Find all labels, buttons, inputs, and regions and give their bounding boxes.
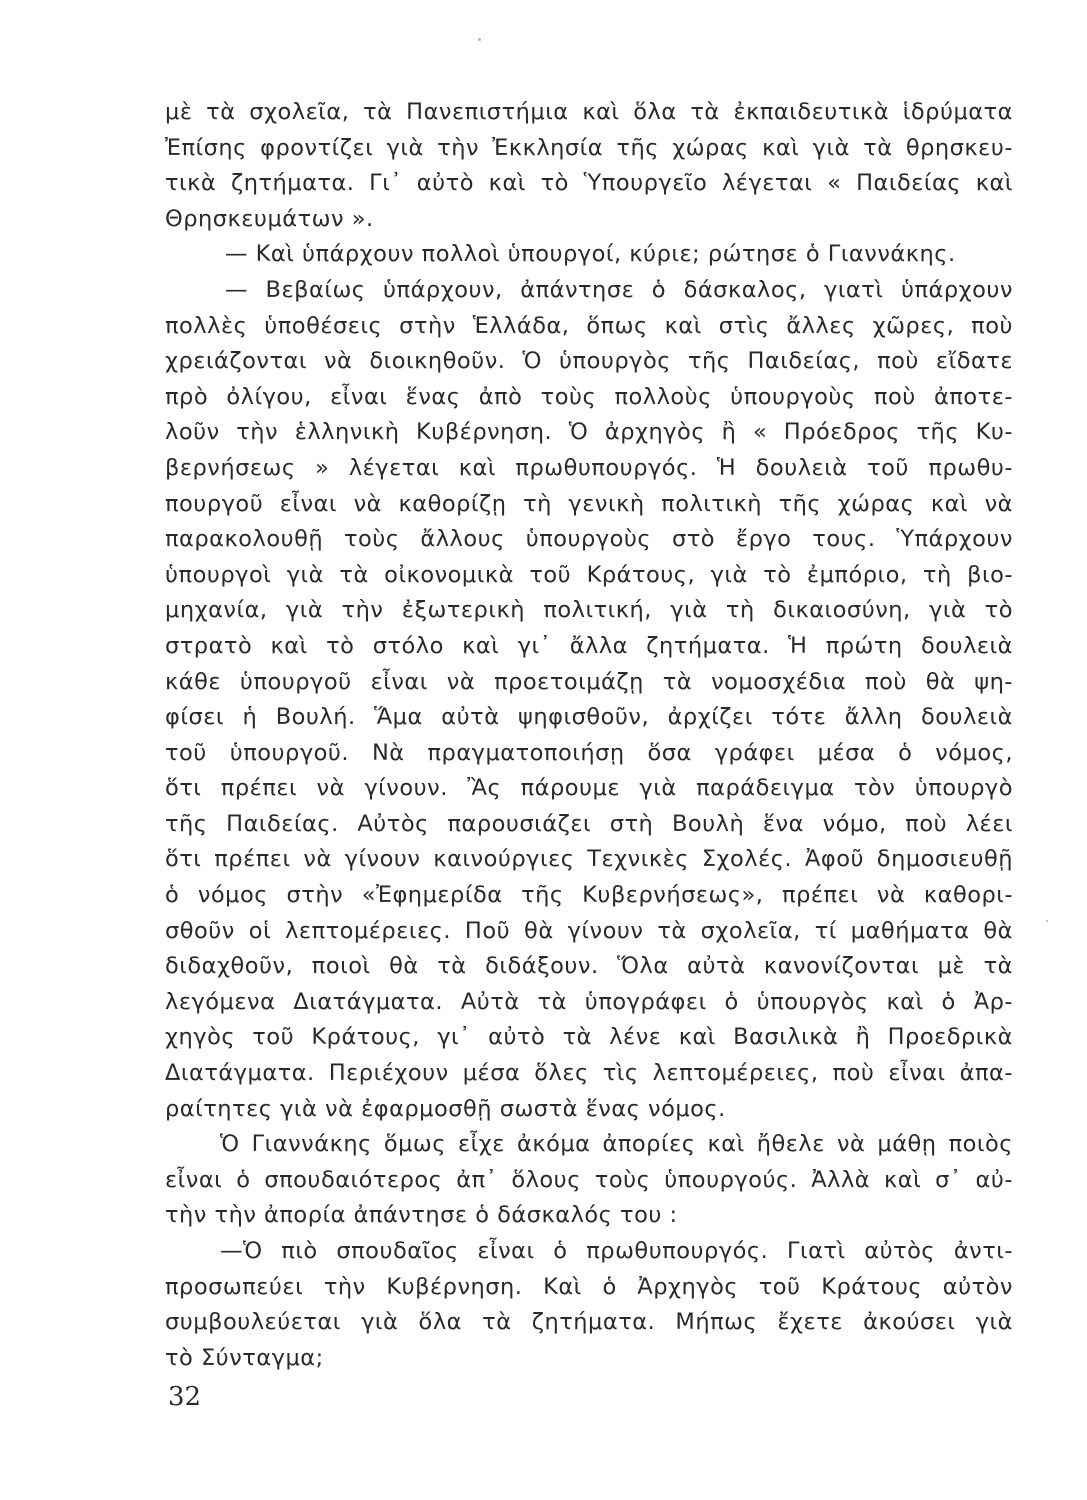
text-line: —Ὁ πιὸ σπουδαῖος εἶναι ὁ πρωθυπουργός. Γιατὶ αὐτὸς ἀντι- xyxy=(220,1238,1013,1264)
text-line: ὁ νόμος στὴν «Ἐφημερίδα τῆς Κυβερνήσεως», πρέπει νὰ καθορι- xyxy=(165,882,1013,909)
text-line: λοῦν τὴν ἑλληνικὴ Κυβέρνηση. Ὁ ἀρχηγὸς ἢ « Πρόεδρος τῆς Κυ- xyxy=(165,419,1013,446)
text-line: κάθε ὑπουργοῦ εἶναι νὰ προετοιμάζῃ τὰ νομοσχέδια ποὺ θὰ ψη- xyxy=(165,668,1013,695)
page-number: 32 xyxy=(168,1382,202,1412)
text-line: λεγόμενα Διατάγματα. Αὐτὰ τὰ ὑπογράφει ὁ ὑπουργὸς καὶ ὁ Ἀρ- xyxy=(165,988,1013,1015)
text-line: προσωπεύει τὴν Κυβέρνηση. Καὶ ὁ Ἀρχηγὸς τοῦ Κράτους αὐτὸν xyxy=(165,1273,1013,1300)
text-line: Ἐπίσης φροντίζει γιὰ τὴν Ἐκκλησία τῆς χώρας καὶ γιὰ τὰ θρησκευ- xyxy=(165,134,1013,161)
text-line: χηγὸς τοῦ Κράτους, γι᾿ αὐτὸ τὰ λένε καὶ Βασιλικὰ ἢ Προεδρικὰ xyxy=(165,1024,1013,1051)
text-line: ὅτι πρέπει νὰ γίνουν καινούργιες Τεχνικὲς Σχολές. Ἀφοῦ δημοσιευθῇ xyxy=(165,846,1013,873)
text-line: τὴν τὴν ἀπορία ἀπάντησε ὁ δάσκαλός του : xyxy=(165,1202,678,1229)
body-text xyxy=(165,95,1013,1376)
text-line: τῆς Παιδείας. Αὐτὸς παρουσιάζει στὴ Βουλὴ ἕνα νόμο, ποὺ λέει xyxy=(165,810,1013,837)
text-line: πολλὲς ὑποθέσεις στὴν Ἑλλάδα, ὅπως καὶ στὶς ἄλλες χῶρες, ποὺ xyxy=(165,312,1013,339)
text-line: τικὰ ζητήματα. Γι᾿ αὐτὸ καὶ τὸ Ὑπουργεῖο λέγεται « Παιδείας καὶ xyxy=(165,170,1013,197)
text-line: — Καὶ ὑπάρχουν πολλοὶ ὑπουργοί, κύριε; ρώτησε ὁ Γιαννάκης. xyxy=(225,241,956,268)
text-line: ὅτι πρέπει νὰ γίνουν. Ἂς πάρουμε γιὰ παράδειγμα τὸν ὑπουργὸ xyxy=(165,775,1013,802)
text-line: εἶναι ὁ σπουδαιότερος ἀπ᾿ ὅλους τοὺς ὑπουργούς. Ἀλλὰ καὶ σ᾿ αὐ- xyxy=(165,1166,1013,1193)
text-line: φίσει ἡ Βουλή. Ἅμα αὐτὰ ψηφισθοῦν, ἀρχίζει τότε ἄλλη δουλειὰ xyxy=(165,704,1013,731)
text-line: ὑπουργοὶ γιὰ τὰ οἰκονομικὰ τοῦ Κράτους, γιὰ τὸ ἐμπόριο, τὴ βιο- xyxy=(165,561,1013,588)
text-line: πουργοῦ εἶναι νὰ καθορίζῃ τὴ γενικὴ πολιτικὴ τῆς χώρας καὶ νὰ xyxy=(165,490,1013,517)
text-line: τὸ Σύνταγμα; xyxy=(165,1344,324,1371)
text-line: μὲ τὰ σχολεῖα, τὰ Πανεπιστήμια καὶ ὅλα τὰ ἐκπαιδευτικὰ ἱδρύματα xyxy=(165,99,1013,125)
text-line: ραίτητες γιὰ νὰ ἐφαρμοσθῇ σωστὰ ἕνας νόμος. xyxy=(165,1095,726,1122)
text-line: σθοῦν οἱ λεπτομέρειες. Ποῦ θὰ γίνουν τὰ σχολεῖα, τί μαθήματα θὰ xyxy=(165,917,1013,944)
ink-speck xyxy=(1046,920,1048,922)
text-line: συμβουλεύεται γιὰ ὅλα τὰ ζητήματα. Μήπως ἔχετε ἀκούσει γιὰ xyxy=(165,1309,1013,1336)
text-line: παρακολουθῇ τοὺς ἄλλους ὑπουργοὺς στὸ ἔργο τους. Ὑπάρχουν xyxy=(165,526,1013,553)
text-line: Διατάγματα. Περιέχουν μέσα ὅλες τὶς λεπτομέρειες, ποὺ εἶναι ἀπα- xyxy=(165,1060,1013,1087)
text-line: Θρησκευμάτων ». xyxy=(165,205,374,232)
text-line: πρὸ ὀλίγου, εἶναι ἕνας ἀπὸ τοὺς πολλοὺς ὑπουργοὺς ποὺ ἀποτε- xyxy=(165,383,1013,410)
text-line: διδαχθοῦν, ποιοὶ θὰ τὰ διδάξουν. Ὅλα αὐτὰ κανονίζονται μὲ τὰ xyxy=(165,953,1013,980)
text-line: χρειάζονται νὰ διοικηθοῦν. Ὁ ὑπουργὸς τῆς Παιδείας, ποὺ εἴδατε xyxy=(165,348,1013,375)
text-line: στρατὸ καὶ τὸ στόλο καὶ γι᾿ ἄλλα ζητήματα. Ἡ πρώτη δουλειὰ xyxy=(165,632,1013,659)
text-line: Ὁ Γιαννάκης ὅμως εἶχε ἀκόμα ἀπορίες καὶ ἤθελε νὰ μάθῃ ποιὸς xyxy=(220,1131,1013,1158)
text-line: τοῦ ὑπουργοῦ. Νὰ πραγματοποιήσῃ ὅσα γράφει μέσα ὁ νόμος, xyxy=(165,739,1013,766)
ink-speck xyxy=(478,38,481,41)
text-line: — Βεβαίως ὑπάρχουν, ἀπάντησε ὁ δάσκαλος, γιατὶ ὑπάρχουν xyxy=(225,276,1013,303)
text-line: βερνήσεως » λέγεται καὶ πρωθυπουργός. Ἡ δουλειὰ τοῦ πρωθυ- xyxy=(165,454,1013,481)
text-line: μηχανία, γιὰ τὴν ἐξωτερικὴ πολιτική, γιὰ τὴ δικαιοσύνη, γιὰ τὸ xyxy=(165,597,1013,624)
